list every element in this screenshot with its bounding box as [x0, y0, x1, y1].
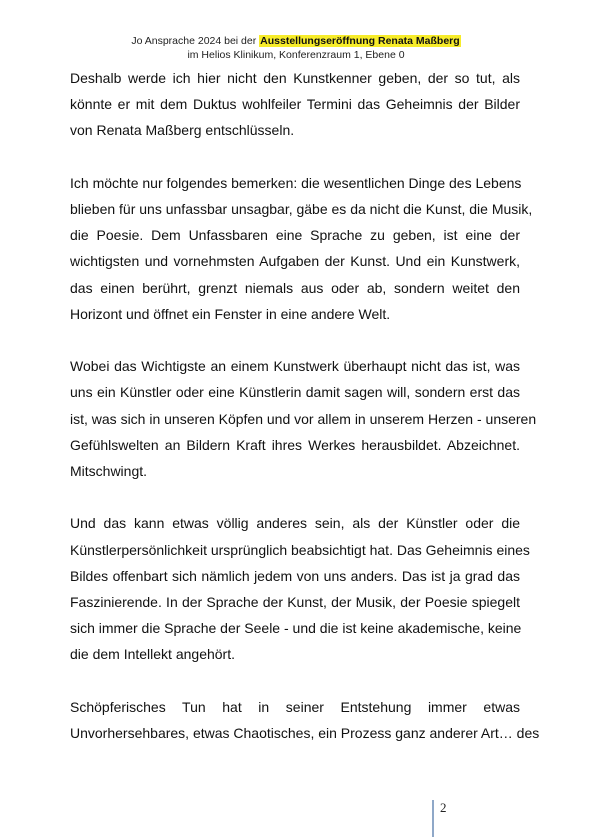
paragraph-line: Schöpferisches Tun hat in seiner Entstehung immer etwas: [70, 698, 520, 715]
paragraph-line: uns ein Künstler oder eine Künstlerin damit sagen will, sondern erst das: [70, 384, 520, 401]
paragraph: [70, 170, 533, 327]
paragraph-line: Unvorhersehbares, etwas Chaotisches, ein Prozess ganz anderer Art… des: [70, 725, 540, 742]
paragraph-line: wichtigsten und vornehmsten Aufgaben der Kunst. Und ein Kunstwerk,: [70, 253, 520, 270]
paragraph-line: sich immer die Sprache der Seele - und die ist keine akademische, keine: [70, 620, 522, 637]
paragraph-line: Deshalb werde ich hier nicht den Kunstkenner geben, der so tut, als: [70, 70, 520, 86]
paragraph-line: Ich möchte nur folgendes bemerken: die wesentlichen Dinge des Lebens: [70, 174, 522, 191]
document-body: [70, 65, 540, 772]
page-header: [0, 34, 592, 62]
paragraph-line: Künstlerpersönlichkeit ursprünglich beabsichtigt hat. Das Geheimnis eines: [70, 541, 530, 558]
paragraph-line: ist, was sich in unseren Köpfen und vor allem in unserem Herzen - unseren: [70, 410, 537, 427]
paragraph-line: die Poesie. Dem Unfassbaren eine Sprache zu geben, ist eine der: [70, 227, 520, 244]
page-number: 2: [440, 800, 447, 815]
paragraph: [70, 65, 520, 144]
header-line-2: im Helios Klinikum, Konferenzraum 1, Ebene 0: [187, 49, 405, 61]
paragraph-line: Mitschwingt.: [70, 463, 148, 480]
header-prefix: Jo Ansprache 2024 bei der: [131, 35, 260, 47]
paragraph-line: Wobei das Wichtigste an einem Kunstwerk überhaupt nicht das ist, was: [70, 358, 520, 375]
paragraph-line: von Renata Maßberg entschlüsseln.: [70, 122, 295, 139]
paragraph-line: Horizont und öffnet ein Fenster in eine andere Welt.: [70, 305, 391, 322]
header-line-1: [0, 34, 592, 48]
paragraph: [70, 510, 530, 667]
paragraph-line: blieben für uns unfassbar unsagbar, gäbe es da nicht die Kunst, die Musik,: [70, 201, 533, 217]
page-number-rule: [432, 800, 434, 837]
paragraph-line: könnte er mit dem Duktus wohlfeiler Termini das Geheimnis der Bilder: [70, 96, 520, 113]
paragraph: [70, 353, 537, 484]
paragraph-line: Bildes offenbart sich nämlich jedem von uns anders. Das ist ja grad das: [70, 567, 520, 584]
paragraph-line: das einen berührt, grenzt niemals aus oder ab, sondern weitet den: [70, 279, 520, 296]
paragraph-line: Gefühlswelten an Bildern Kraft ihres Werkes herausbildet. Abzeichnet.: [70, 436, 520, 453]
paragraph: [70, 694, 540, 746]
paragraph-line: Faszinierende. In der Sprache der Kunst, der Musik, der Poesie spiegelt: [70, 594, 520, 611]
paragraph-line: Und das kann etwas völlig anderes sein, als der Künstler oder die: [70, 515, 520, 532]
header-highlight: Ausstellungseröffnung Renata Maßberg: [260, 35, 460, 47]
paragraph-line: die dem Intellekt angehört.: [70, 646, 235, 663]
